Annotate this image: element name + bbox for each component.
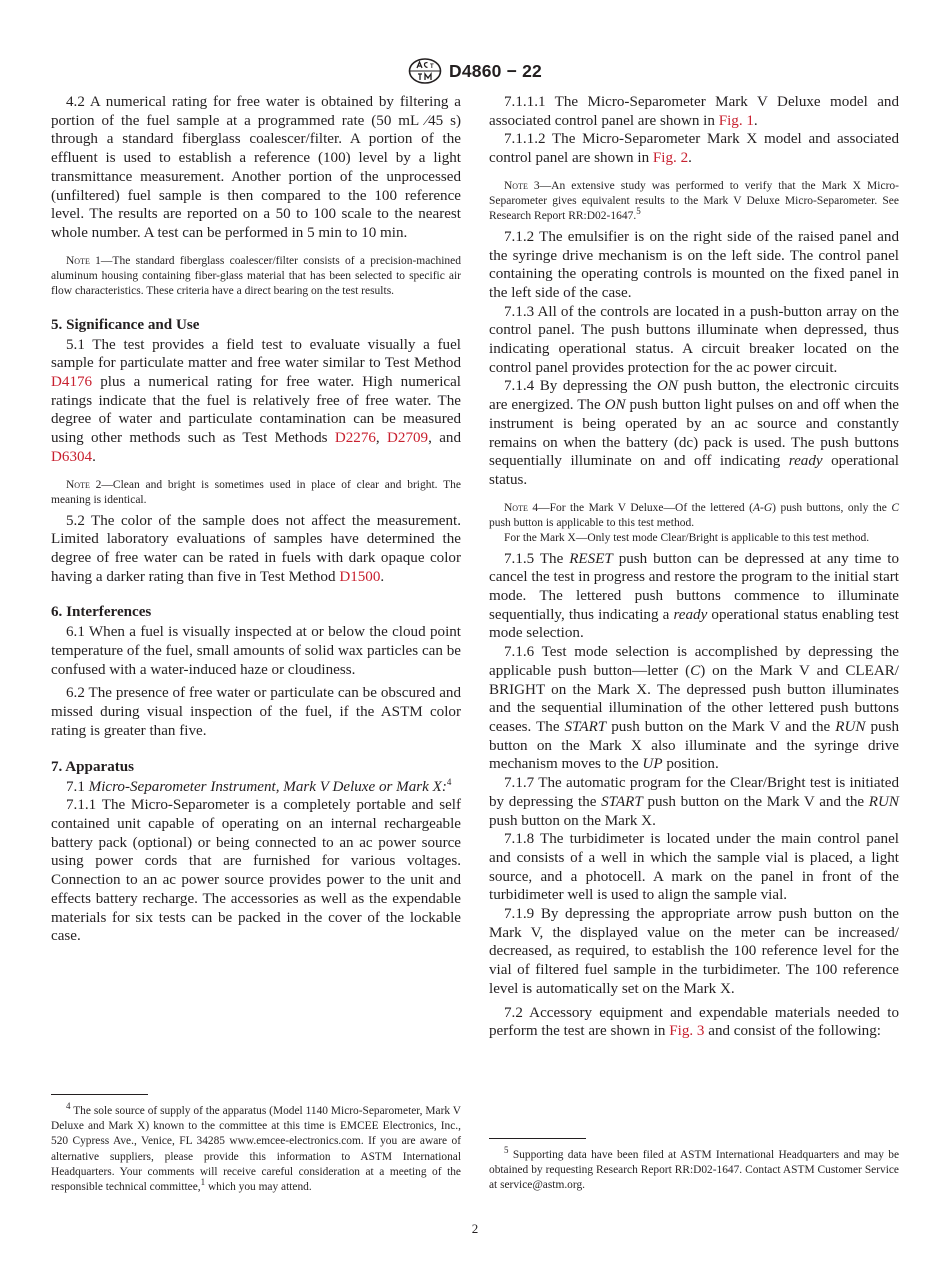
text-span: 5.2 The color of the sample does not affect the measurement. Limited laboratory evaluations of samples have determined the degree of free water can be rated in fuels with dark opaque color having a darker rating than five in Test Method xyxy=(51,512,461,585)
text-span: push button on the Mark X also illuminate and the syringe drive mechanism moves to the xyxy=(489,718,899,773)
text-span: . xyxy=(753,112,758,129)
note-text: 1—The standard fiberglass coalescer/filter consists of a precision-machined aluminum housing containing fiber-glass material that has been selected to specific air flow characteristics. These criteria have a direct bearing on the test results. xyxy=(51,254,461,297)
paragraph-4-2: 4.2 A numerical rating for free water is obtained by filtering a portion of the fuel sample at a programmed rate (50 mL ⁄45 s) through a standard fiberglass coalescer/filter. A portion of the effluent is used to establish a reference (100) level by a light transmittance measurement. Another portion of the unprocessed (unfiltered) fuel sample is then compared to the 100 reference level. The results are reported on a 50 to 100 scale to the nearest whole number. A test can be performed in 5 min to 10 min. xyxy=(51,94,461,241)
text-span: push button can be depressed at any time to cancel the test in progress and restore the program to the initial start mode. The lettered push buttons commence to illuminate sequentially, thus indicating a xyxy=(489,550,899,623)
text-span: operational status. xyxy=(489,453,899,488)
link-d6304[interactable]: D6304 xyxy=(51,448,93,465)
paragraph-7-1-3: 7.1.3 All of the controls are located in a push-button array on the control panel. The push buttons illuminate when depressed, thus indicating operational status. A circuit breaker located on the control panel provides protection for the ac power circuit. xyxy=(489,303,899,376)
footnote-ref-4[interactable]: 4 xyxy=(446,776,452,787)
paragraph-7-1-8: 7.1.8 The turbidimeter is located under the main control panel and consists of a well in which the sample vial is placed, a light source, and a photocell. A mark on the panel in front of the turbidimeter well is used to align the sample vial. xyxy=(489,831,899,904)
text-span: , xyxy=(375,430,388,447)
text-span: Supporting data have been filed at ASTM International Headquarters and may be obtained by requesting Research Report RR:D02-1647. Contact ASTM Customer Service at service@astm.org. xyxy=(489,1149,899,1192)
paragraph-6-1: 6.1 When a fuel is visually inspected at or below the cloud point temperature of the fuel, small amounts of solid wax particles can be confused with a water-induced haze or cloudiness. xyxy=(51,624,461,678)
note-label: Note xyxy=(504,179,528,192)
link-d2276[interactable]: D2276 xyxy=(334,430,376,447)
note-label: Note xyxy=(66,254,90,267)
document-designation: D4860 − 22 xyxy=(449,60,542,81)
text-span: Micro-Separometer Instrument, Mark V Deluxe or Mark X: xyxy=(88,778,447,795)
footnote-rule-right xyxy=(489,1138,586,1139)
text-span: ready xyxy=(788,453,823,470)
text-span: ready xyxy=(673,606,708,623)
note-4 xyxy=(489,501,899,531)
text-span: 7.1.1.1 The Micro-Separometer Mark V Deluxe model and associated control panel are shown in xyxy=(489,94,899,129)
paragraph-7-2 xyxy=(489,1004,899,1041)
right-column xyxy=(489,93,899,1041)
text-span: push button on the Mark V and the xyxy=(606,718,836,735)
text-span: and consist of the following: xyxy=(704,1023,881,1040)
paragraph-7-1-1: 7.1.1 The Micro-Separometer is a completely portable and self contained unit capable of operating on an internal rechargeable battery pack (optional) or being connected to an ac power source using power cords that are furnished for various voltages. Connection to an ac power source provides power to the unit and effects battery recharge. The accessories as well as the expendable materials for six tests can be packed in the cover of the lockable case. xyxy=(51,797,461,945)
footnote-ref-5[interactable]: 5 xyxy=(636,205,641,216)
note-label: Note xyxy=(66,478,90,491)
text-span: which you may attend. xyxy=(205,1181,312,1194)
link-fig-2[interactable]: Fig. 2 xyxy=(652,150,689,167)
text-span: UP xyxy=(642,756,663,773)
text-span: ) on the Mark V and CLEAR/ BRIGHT on the Mark X. The depressed push button illuminates and the sequential illumination of the other lettered push buttons ceases. The xyxy=(489,662,899,735)
section-heading-7: 7. Apparatus xyxy=(51,758,135,775)
text-span: 7.1.4 By depressing the xyxy=(504,378,658,395)
link-d2709[interactable]: D2709 xyxy=(387,430,429,447)
paragraph-5-1 xyxy=(51,336,461,467)
paragraph-7-1-5 xyxy=(489,550,899,644)
paragraph-5-2 xyxy=(51,512,461,587)
text-span: ON xyxy=(657,378,678,395)
paragraph-7-1-6 xyxy=(489,643,899,774)
paragraph-7-1-1-1 xyxy=(489,93,899,130)
svg-text:T: T xyxy=(430,64,434,70)
note-text: 3—An extensive study was performed to verify that the Mark X Micro-Separometer gives equivalent results to the Mark V Deluxe Micro-Separometer. See Research Report RR:D02-1647. xyxy=(489,179,899,222)
note-4-continued: For the Mark X—Only test mode Clear/Bright is applicable to this test method. xyxy=(504,531,870,544)
text-span: . xyxy=(688,150,692,167)
note-label: Note xyxy=(504,501,528,514)
link-d1500[interactable]: D1500 xyxy=(339,568,381,585)
text-span: push button light pulses on and off when the instrument is being operated by an ac source and constantly remains on when the battery (dc) pack is used. The push buttons sequentially illuminate on and off indicating xyxy=(489,397,899,470)
text-span: START xyxy=(601,793,643,810)
text-span: START xyxy=(564,718,607,735)
text-span: ) push buttons, only the xyxy=(772,501,892,514)
page-header xyxy=(0,56,950,86)
astm-logo-icon xyxy=(408,57,442,85)
link-fig-1[interactable]: Fig. 1 xyxy=(718,112,754,129)
text-span: 7.2 Accessory equipment and expendable materials needed to perform the test are shown in xyxy=(489,1004,899,1040)
left-column xyxy=(51,93,461,946)
note-text: 2—Clean and bright is sometimes used in place of clear and bright. The meaning is identical. xyxy=(51,478,461,506)
text-span: 4—For the Mark V Deluxe—Of the lettered ( xyxy=(527,501,753,514)
text-span: operational status enabling test mode selection. xyxy=(489,606,899,642)
text-span: push button on the Mark X. xyxy=(489,812,656,829)
footnote-5 xyxy=(489,1145,899,1194)
text-span: The sole source of supply of the apparatus (Model 1140 Micro-Separometer, Mark V Deluxe and Mark X) known to the committee at this time is EMCEE Electronics, Inc., 520 Cypress Ave., Venice, FL 34285 www.emcee-electronics.com. If you are aware of alternative suppliers, please provide this information to ASTM International Headquarters. Your comments will receive careful consideration at a meeting of the responsible technical committee, xyxy=(51,1105,461,1194)
text-span: C xyxy=(891,501,899,514)
text-span: . xyxy=(92,448,96,465)
paragraph-6-2: 6.2 The presence of free water or particulate can be obscured and missed during visual inspection of the fuel, if the ASTM color rating is greater than five. xyxy=(51,685,461,739)
paragraph-7-1-4 xyxy=(489,377,899,489)
paragraph-7-1-9: 7.1.9 By depressing the appropriate arrow push button on the Mark V, the displayed value on the meter can be increased/ decreased, as required, to establish the 100 reference level for the vial of filtered fuel sample in the turbidimeter. The 100 reference level is automatically set on the Mark X. xyxy=(489,906,899,997)
text-span: RUN xyxy=(835,718,866,735)
paragraph-7-1-1-2 xyxy=(489,130,899,167)
page-number: 2 xyxy=(471,1221,479,1236)
footnote-marker: 1 xyxy=(200,1177,206,1188)
text-span: 7.1.7 The automatic program for the Clear/Bright test is initiated by depressing the xyxy=(489,775,899,810)
footnote-marker: 5 xyxy=(504,1145,509,1156)
text-span: , and xyxy=(428,430,461,447)
text-span: push button is applicable to this test method. xyxy=(489,516,695,529)
text-span: RESET xyxy=(569,550,613,567)
text-span: 7.1 xyxy=(66,778,89,795)
text-span: A-G xyxy=(752,501,773,514)
footnote-4 xyxy=(51,1101,461,1195)
text-span: push button on the Mark V and the xyxy=(642,793,869,810)
text-span: RUN xyxy=(868,793,899,810)
text-span: 7.1.6 Test mode selection is accomplished by depressing the applicable push button—letter ( xyxy=(489,644,899,679)
text-span: . xyxy=(380,568,385,585)
text-span: 5.1 The test provides a field test to evaluate visually a fuel sample for particulate matter and free water similar to Test Method xyxy=(51,336,461,372)
text-span: push button, the electronic circuits are energized. The xyxy=(489,378,900,414)
text-span: plus a numerical rating for free water. High numerical ratings indicate that the fuel is relatively free of free water. The degree of water and particulate contamination can be measured using other methods such as Test Methods xyxy=(51,374,461,447)
text-span: ON xyxy=(604,397,626,414)
link-fig-3[interactable]: Fig. 3 xyxy=(669,1023,705,1040)
paragraph-7-1 xyxy=(51,778,461,797)
link-d4176[interactable]: D4176 xyxy=(51,374,93,391)
section-heading-5: 5. Significance and Use xyxy=(51,316,200,333)
note-2 xyxy=(51,478,461,508)
text-span: C xyxy=(690,662,701,679)
text-span: position. xyxy=(662,756,719,773)
text-span: 7.1.1.2 The Micro-Separometer Mark X model and associated control panel are shown in xyxy=(489,131,899,167)
note-3 xyxy=(489,179,899,224)
paragraph-7-1-7 xyxy=(489,774,899,830)
note-1 xyxy=(51,254,461,299)
text-span: 7.1.5 The xyxy=(504,550,570,567)
section-heading-6: 6. Interferences xyxy=(51,604,152,621)
footnote-marker: 4 xyxy=(66,1101,71,1112)
footnote-rule-left xyxy=(51,1094,148,1095)
paragraph-7-1-2: 7.1.2 The emulsifier is on the right side of the raised panel and the syringe drive mechanism is on the left side. The control panel containing the operating controls is mounted on the fixed panel in the left side of the case. xyxy=(489,228,899,301)
